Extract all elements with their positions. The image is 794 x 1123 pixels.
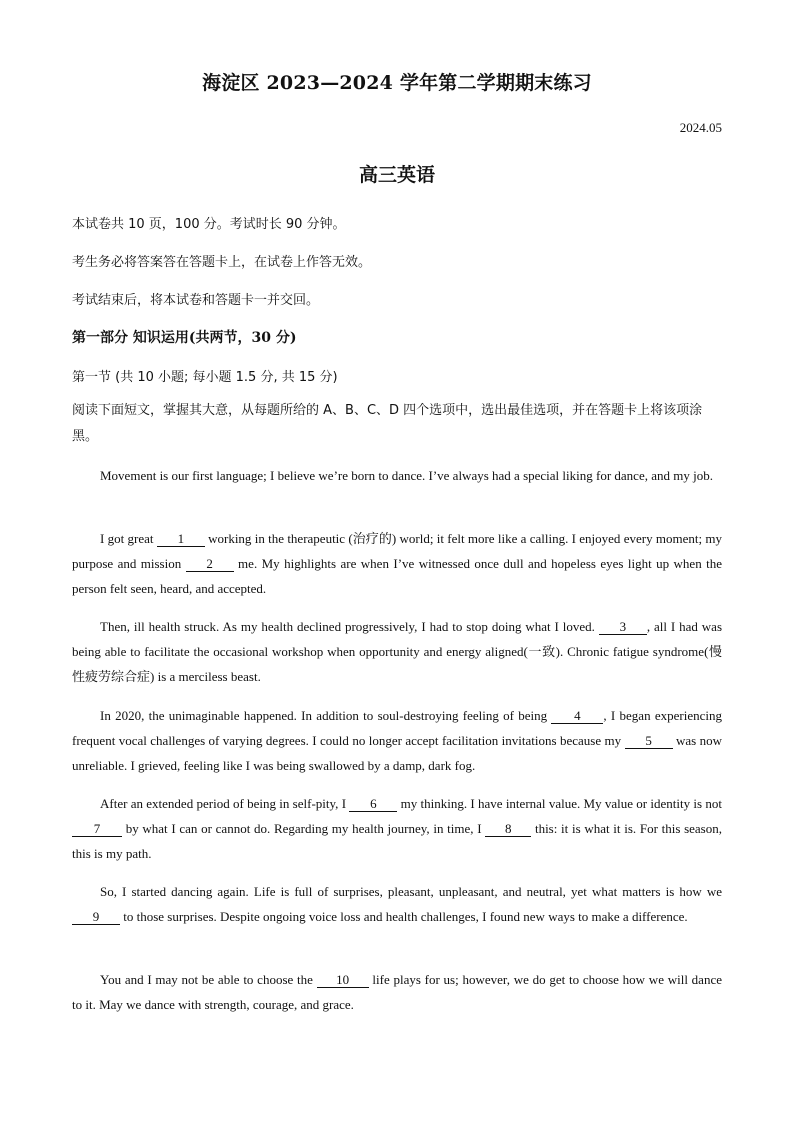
- paragraph-text: by what I can or cannot do. Regarding my health journey, in time, I: [122, 821, 486, 836]
- blank-2[interactable]: 2: [186, 556, 234, 572]
- paragraph-3: [72, 614, 722, 689]
- blank-7[interactable]: 7: [72, 821, 122, 837]
- blank-1[interactable]: 1: [157, 531, 205, 547]
- note-answer-sheet: 考生务必将答案答在答题卡上，在试卷上作答无效。: [72, 255, 372, 270]
- paragraph-6: [72, 879, 722, 929]
- part-heading: 第一部分 知识运用(共两节，30 分): [72, 330, 297, 346]
- paragraph-text: me. My highlights are when I’ve witnessed once dull and hopeless eyes light up when the person felt seen, heard, and accepted.: [72, 556, 722, 596]
- paragraph-1: [72, 463, 722, 488]
- exam-subject: 高三英语: [358, 164, 435, 186]
- paragraph-text: , all I had was being able to facilitate the occasional workshop when opportunity and energy aligned(一致). Chronic fatigue syndrome(慢性疲劳综合症) is a merciless beast.: [72, 619, 723, 684]
- blank-3[interactable]: 3: [599, 619, 647, 635]
- paragraph-text: this: it is what it is. For this season, this is my path.: [72, 821, 722, 861]
- paragraph-2: [72, 526, 722, 601]
- paragraph-text: So, I started dancing again. Life is full of surprises, pleasant, unpleasant, and neutral, yet what matters is how we: [100, 884, 722, 899]
- note-pages: 本试卷共 10 页，100 分。考试时长 90 分钟。: [72, 217, 346, 232]
- blank-5[interactable]: 5: [625, 733, 673, 749]
- paragraph-text: life plays for us; however, we do get to choose how we will dance to it. May we dance with strength, courage, and grace.: [72, 972, 722, 1012]
- blank-10[interactable]: 10: [317, 972, 369, 988]
- blank-4[interactable]: 4: [551, 708, 603, 724]
- paragraph-text: You and I may not be able to choose the: [100, 972, 317, 987]
- paragraph-5: [72, 791, 722, 866]
- blank-8[interactable]: 8: [485, 821, 531, 837]
- paragraph-text: Movement is our first language; I believe we’re born to dance. I’ve always had a special liking for dance, and my job.: [100, 468, 713, 483]
- paragraph-text: In 2020, the unimaginable happened. In addition to soul-destroying feeling of being: [100, 708, 552, 723]
- blank-6[interactable]: 6: [349, 796, 397, 812]
- paragraph-7: [72, 967, 722, 1017]
- note-return: 考试结束后，将本试卷和答题卡一并交回。: [72, 293, 320, 308]
- paragraph-text: I got great: [100, 531, 157, 546]
- paragraph-text: my thinking. I have internal value. My value or identity is not: [397, 796, 722, 811]
- paragraph-4: [72, 703, 722, 778]
- blank-9[interactable]: 9: [72, 909, 120, 925]
- exam-date: 2024.05: [679, 120, 722, 135]
- section-heading: 第一节 (共 10 小题; 每小题 1.5 分, 共 15 分): [72, 370, 338, 385]
- paragraph-text: , I began experiencing frequent vocal challenges of varying degrees. I could no longer accept facilitation invitations because my: [72, 708, 722, 748]
- paragraph-text: to those surprises. Despite ongoing voice loss and health challenges, I found new ways to make a difference.: [120, 909, 688, 924]
- exam-title: 海淀区 2023—2024 学年第二学期期末练习: [202, 72, 592, 94]
- instructions: 阅读下面短文，掌握其大意，从每题所给的 A、B、C、D 四个选项中，选出最佳选项，并在答题卡上将该项涂黑。: [72, 403, 703, 444]
- paragraph-text: After an extended period of being in self-pity, I: [100, 796, 350, 811]
- paragraph-text: working in the therapeutic (治疗的) world; it felt more like a calling. I enjoyed every moment; my purpose and mission: [72, 531, 722, 571]
- paragraph-text: was now unreliable. I grieved, feeling like I was being swallowed by a damp, dark fog.: [72, 733, 722, 773]
- paragraph-text: Then, ill health struck. As my health declined progressively, I had to stop doing what I loved.: [100, 619, 599, 634]
